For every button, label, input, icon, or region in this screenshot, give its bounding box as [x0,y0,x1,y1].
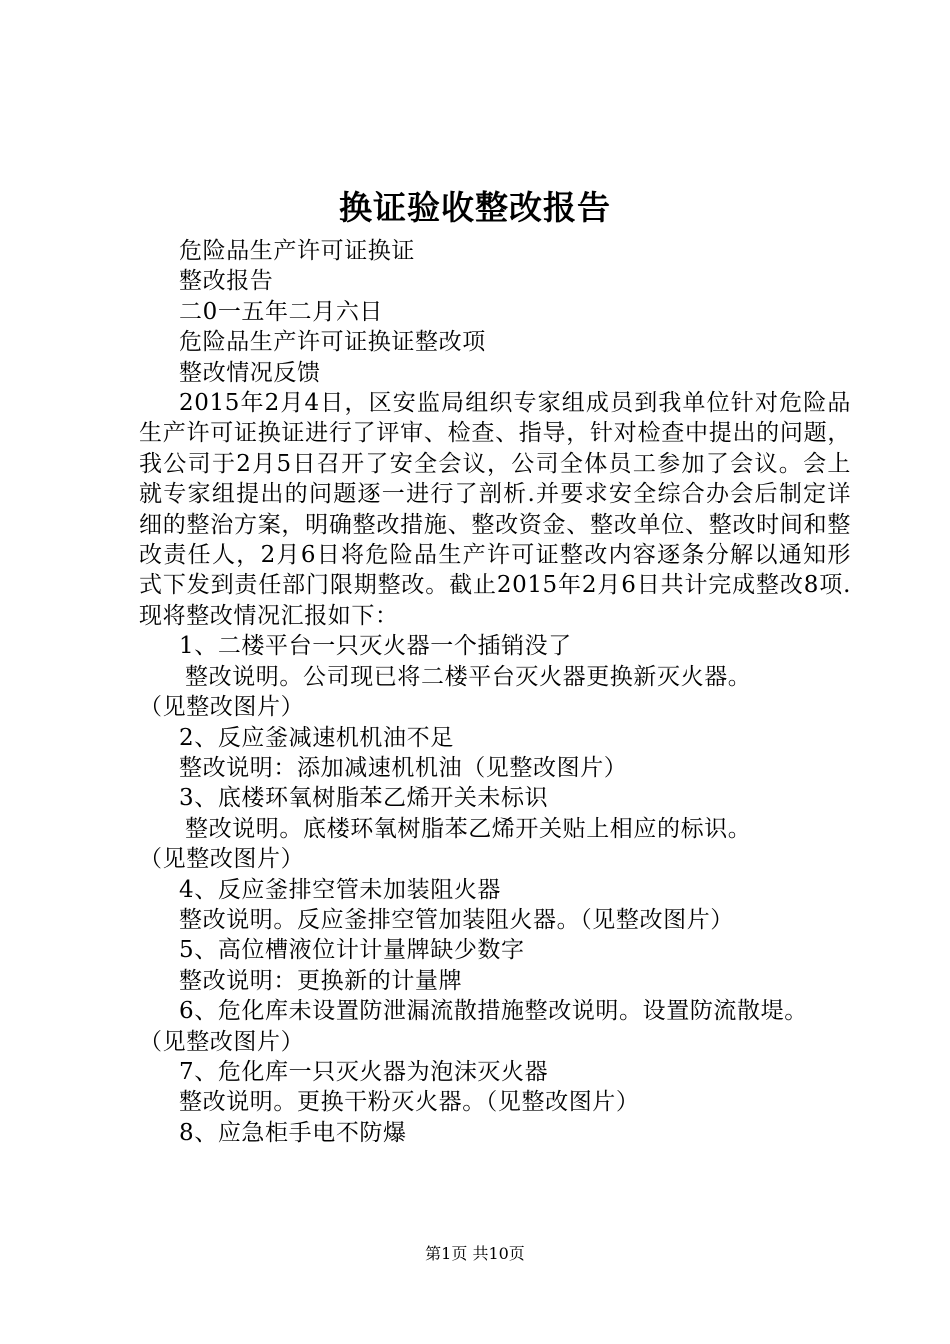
item-fix-continued: （见整改图片） [139,694,305,721]
item-fix-continued: （见整改图片） [139,846,305,873]
item-fix: 整改说明。反应釜排空管加装阻火器。（见整改图片） [179,906,734,933]
header-line: 整改报告 [179,268,274,295]
item-issue: 3、底楼环氧树脂苯乙烯开关未标识 [179,785,549,812]
header-line: 危险品生产许可证换证整改项 [179,329,486,356]
item-issue: 1、二楼平台一只灭火器一个插销没了 [179,633,572,660]
item-fix: 整改说明。底楼环氧树脂苯乙烯开关贴上相应的标识。 [185,815,752,842]
item-fix-continued: （见整改图片） [139,1028,305,1055]
document-title: 换证验收整改报告 [339,188,611,227]
item-issue: 8、应急柜手电不防爆 [179,1119,407,1146]
item-issue: 4、反应釜排空管未加装阻火器 [179,876,502,903]
item-fix: 整改说明：添加减速机机油（见整改图片） [179,754,628,781]
item-issue: 5、高位槽液位计计量牌缺少数字 [179,937,525,964]
item-fix: 整改说明。更换干粉灭火器。（见整改图片） [179,1089,640,1116]
header-line: 整改情况反馈 [179,359,321,386]
item-issue: 7、危化库一只灭火器为泡沫灭火器 [179,1058,549,1085]
intro-paragraph: 2015年2月4日，区安监局组织专家组成员到我单位针对危险品生产许可证换证进行了评审、检查、指导，针对检查中提出的问题，我公司于2月5日召开了安全会议，公司全体员工参加了会议。会上就专家组提出的问题逐一进行了剖析.并要求安全综合办会后制定详细的整治方案，明确整改措施、整改资金、整改单位、整改时间和整改责任人，2月6日将危险品生产许可证整改内容逐条分解以通知形式下发到责任部门限期整改。截止2015年2月6日共计完成整改8项.现将整改情况汇报如下： [139,390,851,629]
header-line: 危险品生产许可证换证 [179,238,415,264]
page-indicator: 第1页 共10页 [425,1244,525,1263]
item-issue: 6、危化库未设置防泄漏流散措施整改说明。设置防流散堤。 [179,998,808,1025]
document-body [139,236,851,1148]
item-issue: 2、反应釜减速机机油不足 [179,724,454,751]
item-fix: 整改说明。公司现已将二楼平台灭火器更换新灭火器。 [185,663,752,690]
header-line: 二0一五年二月六日 [179,298,384,325]
item-fix: 整改说明：更换新的计量牌 [179,967,463,994]
